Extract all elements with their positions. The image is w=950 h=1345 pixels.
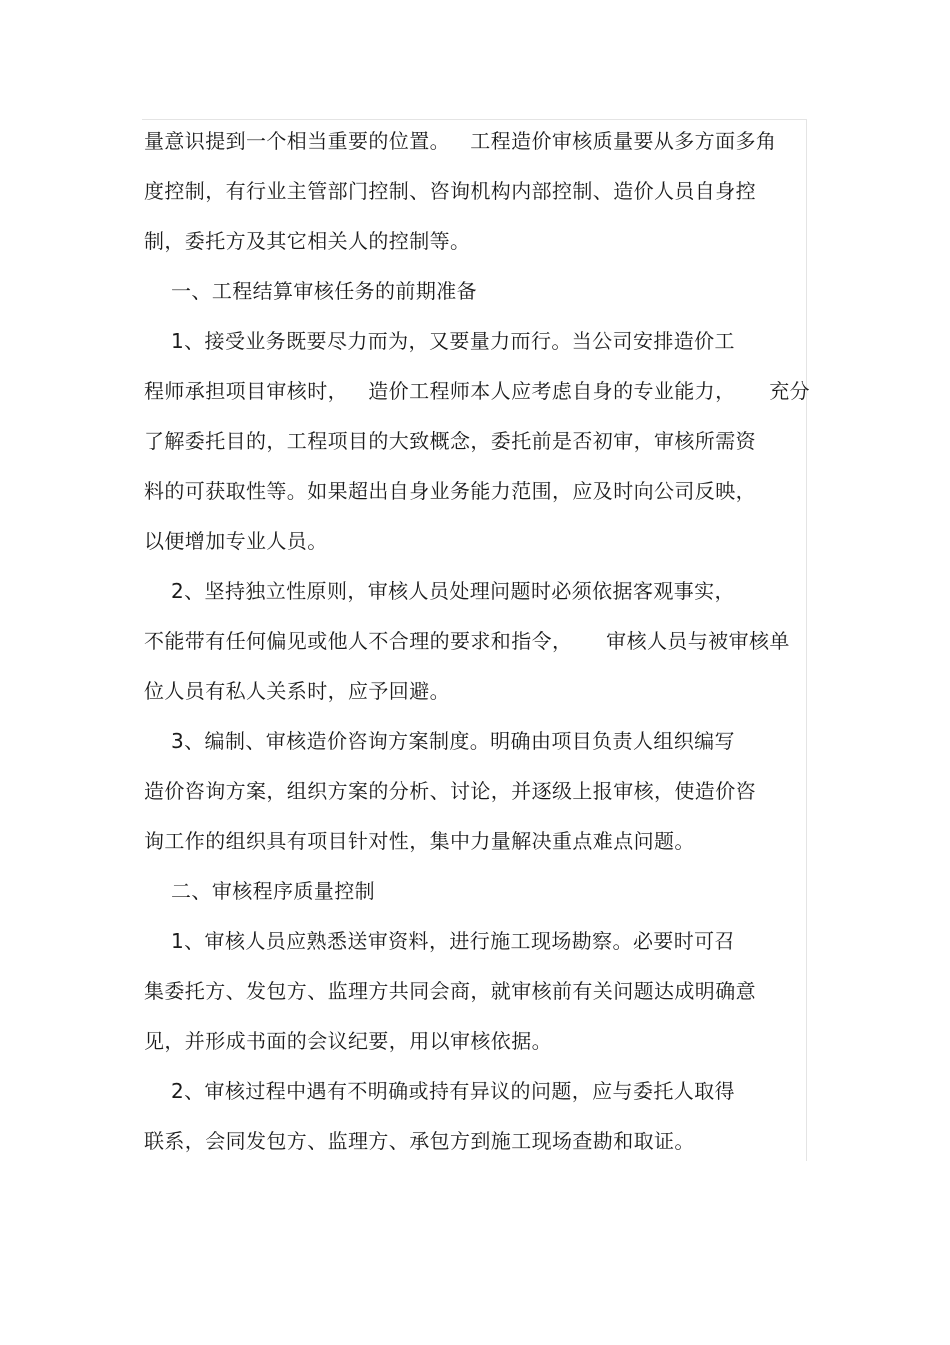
text-line: 联系，会同发包方、监理方、承包方到施工现场查勘和取证。 [144,1129,695,1153]
text-line: 度控制，有行业主管部门控制、咨询机构内部控制、造价人员自身控 [144,179,756,203]
text-line: 程师承担项目审核时， 造价工程师本人应考虑自身的专业能力， 充分 [144,379,811,403]
text-line: 不能带有任何偏见或他人不合理的要求和指令， 审核人员与被审核单 [144,629,790,653]
text-line: 询工作的组织具有项目针对性，集中力量解决重点难点问题。 [144,829,695,853]
text-line: 料的可获取性等。如果超出自身业务能力范围，应及时向公司反映， [144,479,756,503]
text-line: 2、坚持独立性原则，审核人员处理问题时必须依据客观事实， [144,579,735,603]
text-line: 3、编制、审核造价咨询方案制度。明确由项目负责人组织编写 [144,729,735,753]
text-line: 制，委托方及其它相关人的控制等。 [144,229,471,253]
text-line: 见，并形成书面的会议纪要，用以审核依据。 [144,1029,552,1053]
text-line: 造价咨询方案，组织方案的分析、讨论，并逐级上报审核，使造价咨 [144,779,756,803]
text-line: 1、接受业务既要尽力而为，又要量力而行。当公司安排造价工 [144,329,735,353]
text-line: 量意识提到一个相当重要的位置。 工程造价审核质量要从多方面多角 [144,129,777,153]
text-line: 以便增加专业人员。 [144,529,328,553]
section-heading: 一、工程结算审核任务的前期准备 [144,279,478,303]
text-line: 集委托方、发包方、监理方共同会商，就审核前有关问题达成明确意 [144,979,756,1003]
text-line: 1、审核人员应熟悉送审资料，进行施工现场勘察。必要时可召 [144,929,735,953]
section-heading: 二、审核程序质量控制 [144,879,376,903]
text-line: 位人员有私人关系时，应予回避。 [144,679,450,703]
text-line: 2、审核过程中遇有不明确或持有异议的问题，应与委托人取得 [144,1079,735,1103]
text-line: 了解委托目的，工程项目的大致概念，委托前是否初审，审核所需资 [144,429,756,453]
